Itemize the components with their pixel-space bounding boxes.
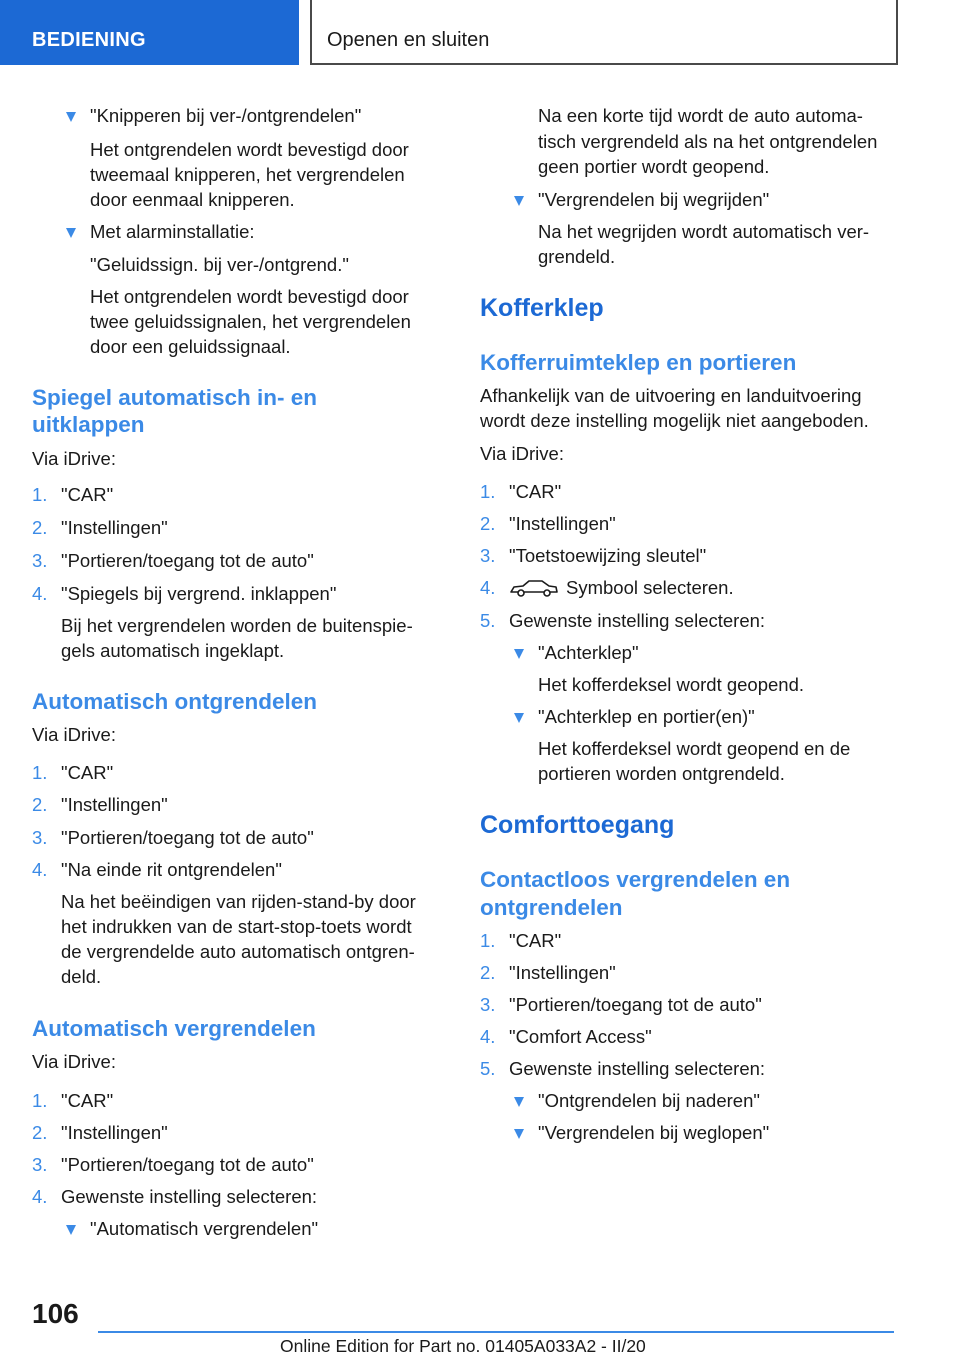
step-number: 4. <box>32 1186 48 1207</box>
step-text: "CAR" <box>61 484 114 505</box>
bullet-title: "Ontgrendelen bij naderen" <box>538 1090 760 1111</box>
step-number: 2. <box>32 517 48 538</box>
bullet-text: Na een korte tijd wordt de auto automa‐ <box>538 105 863 126</box>
via-idrive-label: Via iDrive: <box>32 724 116 745</box>
step-note: deld. <box>61 966 102 987</box>
section-heading: Spiegel automatisch in- en <box>32 385 318 410</box>
step-number: 3. <box>32 827 48 848</box>
step-note: de vergrendelde auto automatisch ontgren‐ <box>61 941 415 962</box>
step-number: 4. <box>480 1026 496 1047</box>
step-note: het indrukken van de start-stop-toets wordt <box>61 916 412 937</box>
step-text: "Toetstoewijzing sleutel" <box>509 545 707 566</box>
triangle-bullet-icon <box>66 112 76 122</box>
chapter-header <box>310 0 898 65</box>
step-text: "Instellingen" <box>509 513 616 534</box>
step-text: Gewenste instelling selecteren: <box>509 610 766 631</box>
bullet-text: "Geluidssign. bij ver-/ontgrend." <box>90 254 349 275</box>
step-number: 3. <box>32 550 48 571</box>
step-text: "Portieren/toegang tot de auto" <box>61 550 314 571</box>
bullet-text: tweemaal knipperen, het vergrendelen <box>90 164 405 185</box>
section-heading-main: Comforttoegang <box>480 811 675 839</box>
step-text: "Comfort Access" <box>509 1026 652 1047</box>
bullet-title: "Achterklep" <box>538 642 639 663</box>
section-heading: Contactloos vergrendelen en <box>480 867 791 892</box>
intro-text: Afhankelijk van de uitvoering en landuitvoering <box>480 385 862 406</box>
bullet-text: door eenmaal knipperen. <box>90 189 295 210</box>
triangle-bullet-icon <box>514 1097 524 1107</box>
section-heading: uitklappen <box>32 412 145 437</box>
bullet-text: Na het wegrijden wordt automatisch ver‐ <box>538 221 870 242</box>
step-text: "Instellingen" <box>61 517 168 538</box>
step-number: 1. <box>32 1090 48 1111</box>
step-number: 5. <box>480 610 496 631</box>
bullet-title: "Vergrendelen bij weglopen" <box>538 1122 770 1143</box>
bullet-text: tisch vergrendeld als na het ontgrendelen <box>538 131 878 152</box>
bullet-text: Het kofferdeksel wordt geopend en de <box>538 738 851 759</box>
section-heading: Automatisch vergrendelen <box>32 1016 316 1041</box>
step-text: "Spiegels bij vergrend. inklappen" <box>61 583 337 604</box>
section-heading-main: Kofferklep <box>480 294 604 322</box>
step-number: 2. <box>480 962 496 983</box>
bullet-text: grendeld. <box>538 246 616 267</box>
bullet-text: twee geluidssignalen, het vergrendelen <box>90 311 411 332</box>
car-key-icon <box>509 577 559 599</box>
footer-divider <box>98 1331 894 1333</box>
triangle-bullet-icon <box>514 196 524 206</box>
bullet-title: Met alarminstallatie: <box>90 221 255 242</box>
via-idrive-label: Via iDrive: <box>32 448 116 469</box>
step-number: 4. <box>32 583 48 604</box>
section-heading: Automatisch ontgrendelen <box>32 689 318 714</box>
step-text: "Instellingen" <box>509 962 616 983</box>
step-number: 2. <box>32 1122 48 1143</box>
step-number: 4. <box>480 577 496 598</box>
page-number: 106 <box>32 1298 79 1329</box>
step-number: 4. <box>32 859 48 880</box>
bullet-title: "Achterklep en portier(en)" <box>538 706 755 727</box>
section-title: BEDIENING <box>32 29 146 51</box>
bullet-text: Het ontgrendelen wordt bevestigd door <box>90 286 409 307</box>
step-text: "Portieren/toegang tot de auto" <box>61 827 314 848</box>
step-text: "CAR" <box>61 762 114 783</box>
triangle-bullet-icon <box>514 1129 524 1139</box>
triangle-bullet-icon <box>66 1225 76 1235</box>
step-number: 1. <box>480 481 496 502</box>
bullet-title: "Knipperen bij ver-/ontgrendelen" <box>90 105 362 126</box>
bullet-title: "Vergrendelen bij wegrijden" <box>538 189 770 210</box>
step-text: "CAR" <box>509 481 562 502</box>
step-number: 3. <box>480 994 496 1015</box>
step-number: 3. <box>32 1154 48 1175</box>
step-number: 1. <box>32 484 48 505</box>
step-note: gels automatisch ingeklapt. <box>61 640 285 661</box>
step-text: "Portieren/toegang tot de auto" <box>509 994 762 1015</box>
step-number: 5. <box>480 1058 496 1079</box>
via-idrive-label: Via iDrive: <box>32 1051 116 1072</box>
triangle-bullet-icon <box>66 228 76 238</box>
bullet-title: "Automatisch vergrendelen" <box>90 1218 319 1239</box>
via-idrive-label: Via iDrive: <box>480 443 564 464</box>
step-text: "CAR" <box>61 1090 114 1111</box>
bullet-text: Het kofferdeksel wordt geopend. <box>538 674 805 695</box>
triangle-bullet-icon <box>514 649 524 659</box>
step-text: "Portieren/toegang tot de auto" <box>61 1154 314 1175</box>
step-text: "CAR" <box>509 930 562 951</box>
edition-footer: Online Edition for Part no. 01405A033A2 - II/20 <box>280 1336 646 1356</box>
step-number: 1. <box>32 762 48 783</box>
triangle-bullet-icon <box>514 713 524 723</box>
step-number: 2. <box>480 513 496 534</box>
section-heading: ontgrendelen <box>480 895 623 920</box>
bullet-text: geen portier wordt geopend. <box>538 156 770 177</box>
intro-text: wordt deze instelling mogelijk niet aangeboden. <box>480 410 869 431</box>
step-number: 2. <box>32 794 48 815</box>
step-number: 1. <box>480 930 496 951</box>
section-heading: Kofferruimteklep en portieren <box>480 350 797 375</box>
step-text: "Instellingen" <box>61 1122 168 1143</box>
step-note: Bij het vergrendelen worden de buitenspie‐ <box>61 615 413 636</box>
bullet-text: Het ontgrendelen wordt bevestigd door <box>90 139 409 160</box>
step-text: "Instellingen" <box>61 794 168 815</box>
step-text: Gewenste instelling selecteren: <box>61 1186 318 1207</box>
bullet-text: portieren worden ontgrendeld. <box>538 763 785 784</box>
step-text: Gewenste instelling selecteren: <box>509 1058 766 1079</box>
step-number: 3. <box>480 545 496 566</box>
step-text: Symbool selecteren. <box>566 577 734 598</box>
step-text: "Na einde rit ontgrendelen" <box>61 859 282 880</box>
bullet-text: door een geluidssignaal. <box>90 336 291 357</box>
chapter-title: Openen en sluiten <box>327 29 490 51</box>
section-tab <box>0 0 299 65</box>
step-note: Na het beëindigen van rijden-stand-by door <box>61 891 416 912</box>
